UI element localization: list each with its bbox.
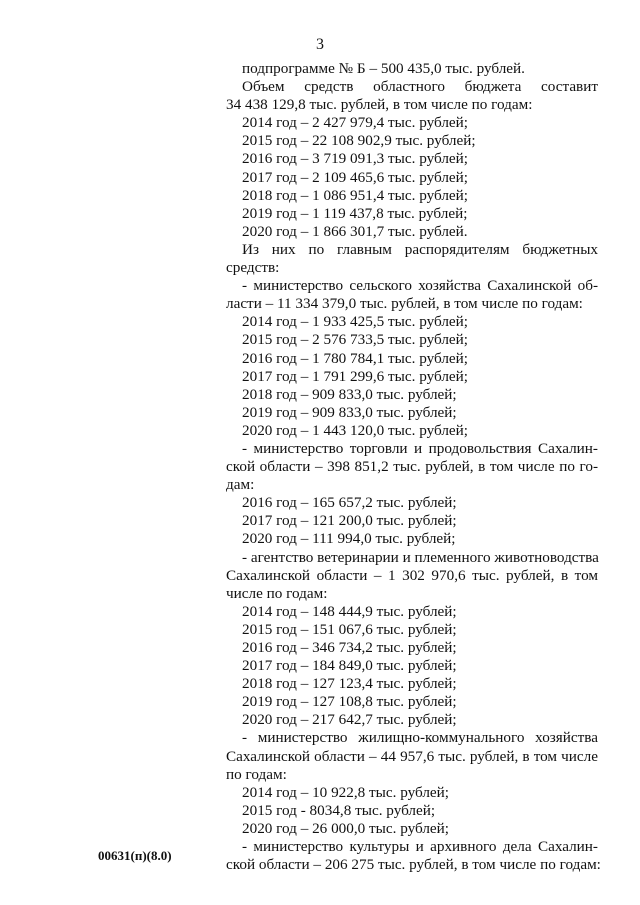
text-line: 2020 год – 1 866 301,7 тыс. рублей.	[242, 222, 468, 240]
text-line: 2014 год – 10 922,8 тыс. рублей;	[242, 783, 450, 801]
text-line: 2017 год – 184 849,0 тыс. рублей;	[242, 657, 457, 675]
text-line: 2014 год – 2 427 979,4 тыс. рублей;	[242, 114, 469, 132]
text-line: - министерство жилищно-коммунального хозяйства	[242, 729, 598, 747]
text-line: 2016 год – 1 780 784,1 тыс. рублей;	[242, 349, 469, 367]
text-line: 2019 год – 1 119 437,8 тыс. рублей;	[242, 204, 468, 222]
text-line: 2015 год – 151 067,6 тыс. рублей;	[242, 620, 457, 638]
text-line: 2014 год – 1 933 425,5 тыс. рублей;	[242, 313, 469, 331]
text-line: 2019 год – 909 833,0 тыс. рублей;	[242, 403, 457, 421]
text-line: 34 438 129,8 тыс. рублей, в том числе по годам:	[226, 96, 533, 114]
text-line: Объем средств областного бюджета составит	[242, 78, 598, 96]
text-line: 2016 год – 346 734,2 тыс. рублей;	[242, 639, 457, 656]
text-line: 2018 год – 127 123,4 тыс. рублей;	[242, 675, 457, 693]
text-line: 2020 год – 217 642,7 тыс. рублей;	[242, 711, 457, 729]
text-line: 2020 год – 111 994,0 тыс. рублей;	[242, 530, 456, 548]
text-line: 2015 год – 2 576 733,5 тыс. рублей;	[242, 331, 469, 349]
text-line: ской области – 206 275 тыс. рублей, в том числе по годам:	[226, 856, 601, 874]
text-line: 2019 год – 127 108,8 тыс. рублей;	[242, 693, 457, 711]
text-line: ласти – 11 334 379,0 тыс. рублей, в том числе по годам:	[226, 295, 583, 313]
text-line: 2017 год – 2 109 465,6 тыс. рублей;	[242, 168, 469, 186]
text-line: подпрограмме № Б – 500 435,0 тыс. рублей.	[242, 60, 525, 77]
text-line: - министерство торговли и продовольствия Сахалин-	[242, 439, 598, 457]
page-number: 3	[316, 36, 324, 53]
text-line: Сахалинской области – 1 302 970,6 тыс. рублей, в том	[226, 566, 598, 584]
text-line: - агентство ветеринарии и племенного животноводства	[242, 548, 599, 566]
text-line: 2016 год – 165 657,2 тыс. рублей;	[242, 494, 457, 512]
text-line: дам:	[226, 476, 255, 494]
text-line: 2015 год - 8034,8 тыс. рублей;	[242, 801, 436, 819]
document-code: 00631(п)(8.0)	[98, 848, 172, 863]
text-line: 2014 год – 148 444,9 тыс. рублей;	[242, 602, 457, 620]
document-body	[226, 60, 601, 874]
text-line: ской области – 398 851,2 тыс. рублей, в том числе по го-	[226, 458, 598, 476]
text-line: - министерство культуры и архивного дела Сахалин-	[242, 838, 598, 856]
text-line: 2018 год – 909 833,0 тыс. рублей;	[242, 385, 457, 403]
text-line: средств:	[226, 259, 280, 277]
text-line: Из них по главным распорядителям бюджетных	[242, 240, 598, 258]
text-line: 2018 год – 1 086 951,4 тыс. рублей;	[242, 186, 469, 204]
text-line: 2016 год – 3 719 091,3 тыс. рублей;	[242, 150, 469, 168]
text-line: 2020 год – 26 000,0 тыс. рублей;	[242, 819, 450, 837]
text-line: 2015 год – 22 108 902,9 тыс. рублей;	[242, 132, 476, 150]
text-line: - министерство сельского хозяйства Сахалинской об-	[242, 277, 598, 295]
text-line: числе по годам:	[226, 584, 328, 602]
text-line: 2020 год – 1 443 120,0 тыс. рублей;	[242, 421, 469, 439]
text-line: по годам:	[226, 765, 287, 783]
text-line: Сахалинской области – 44 957,6 тыс. рублей, в том числе	[226, 747, 598, 765]
text-line: 2017 год – 1 791 299,6 тыс. рублей;	[242, 367, 469, 385]
text-line: 2017 год – 121 200,0 тыс. рублей;	[242, 512, 457, 530]
